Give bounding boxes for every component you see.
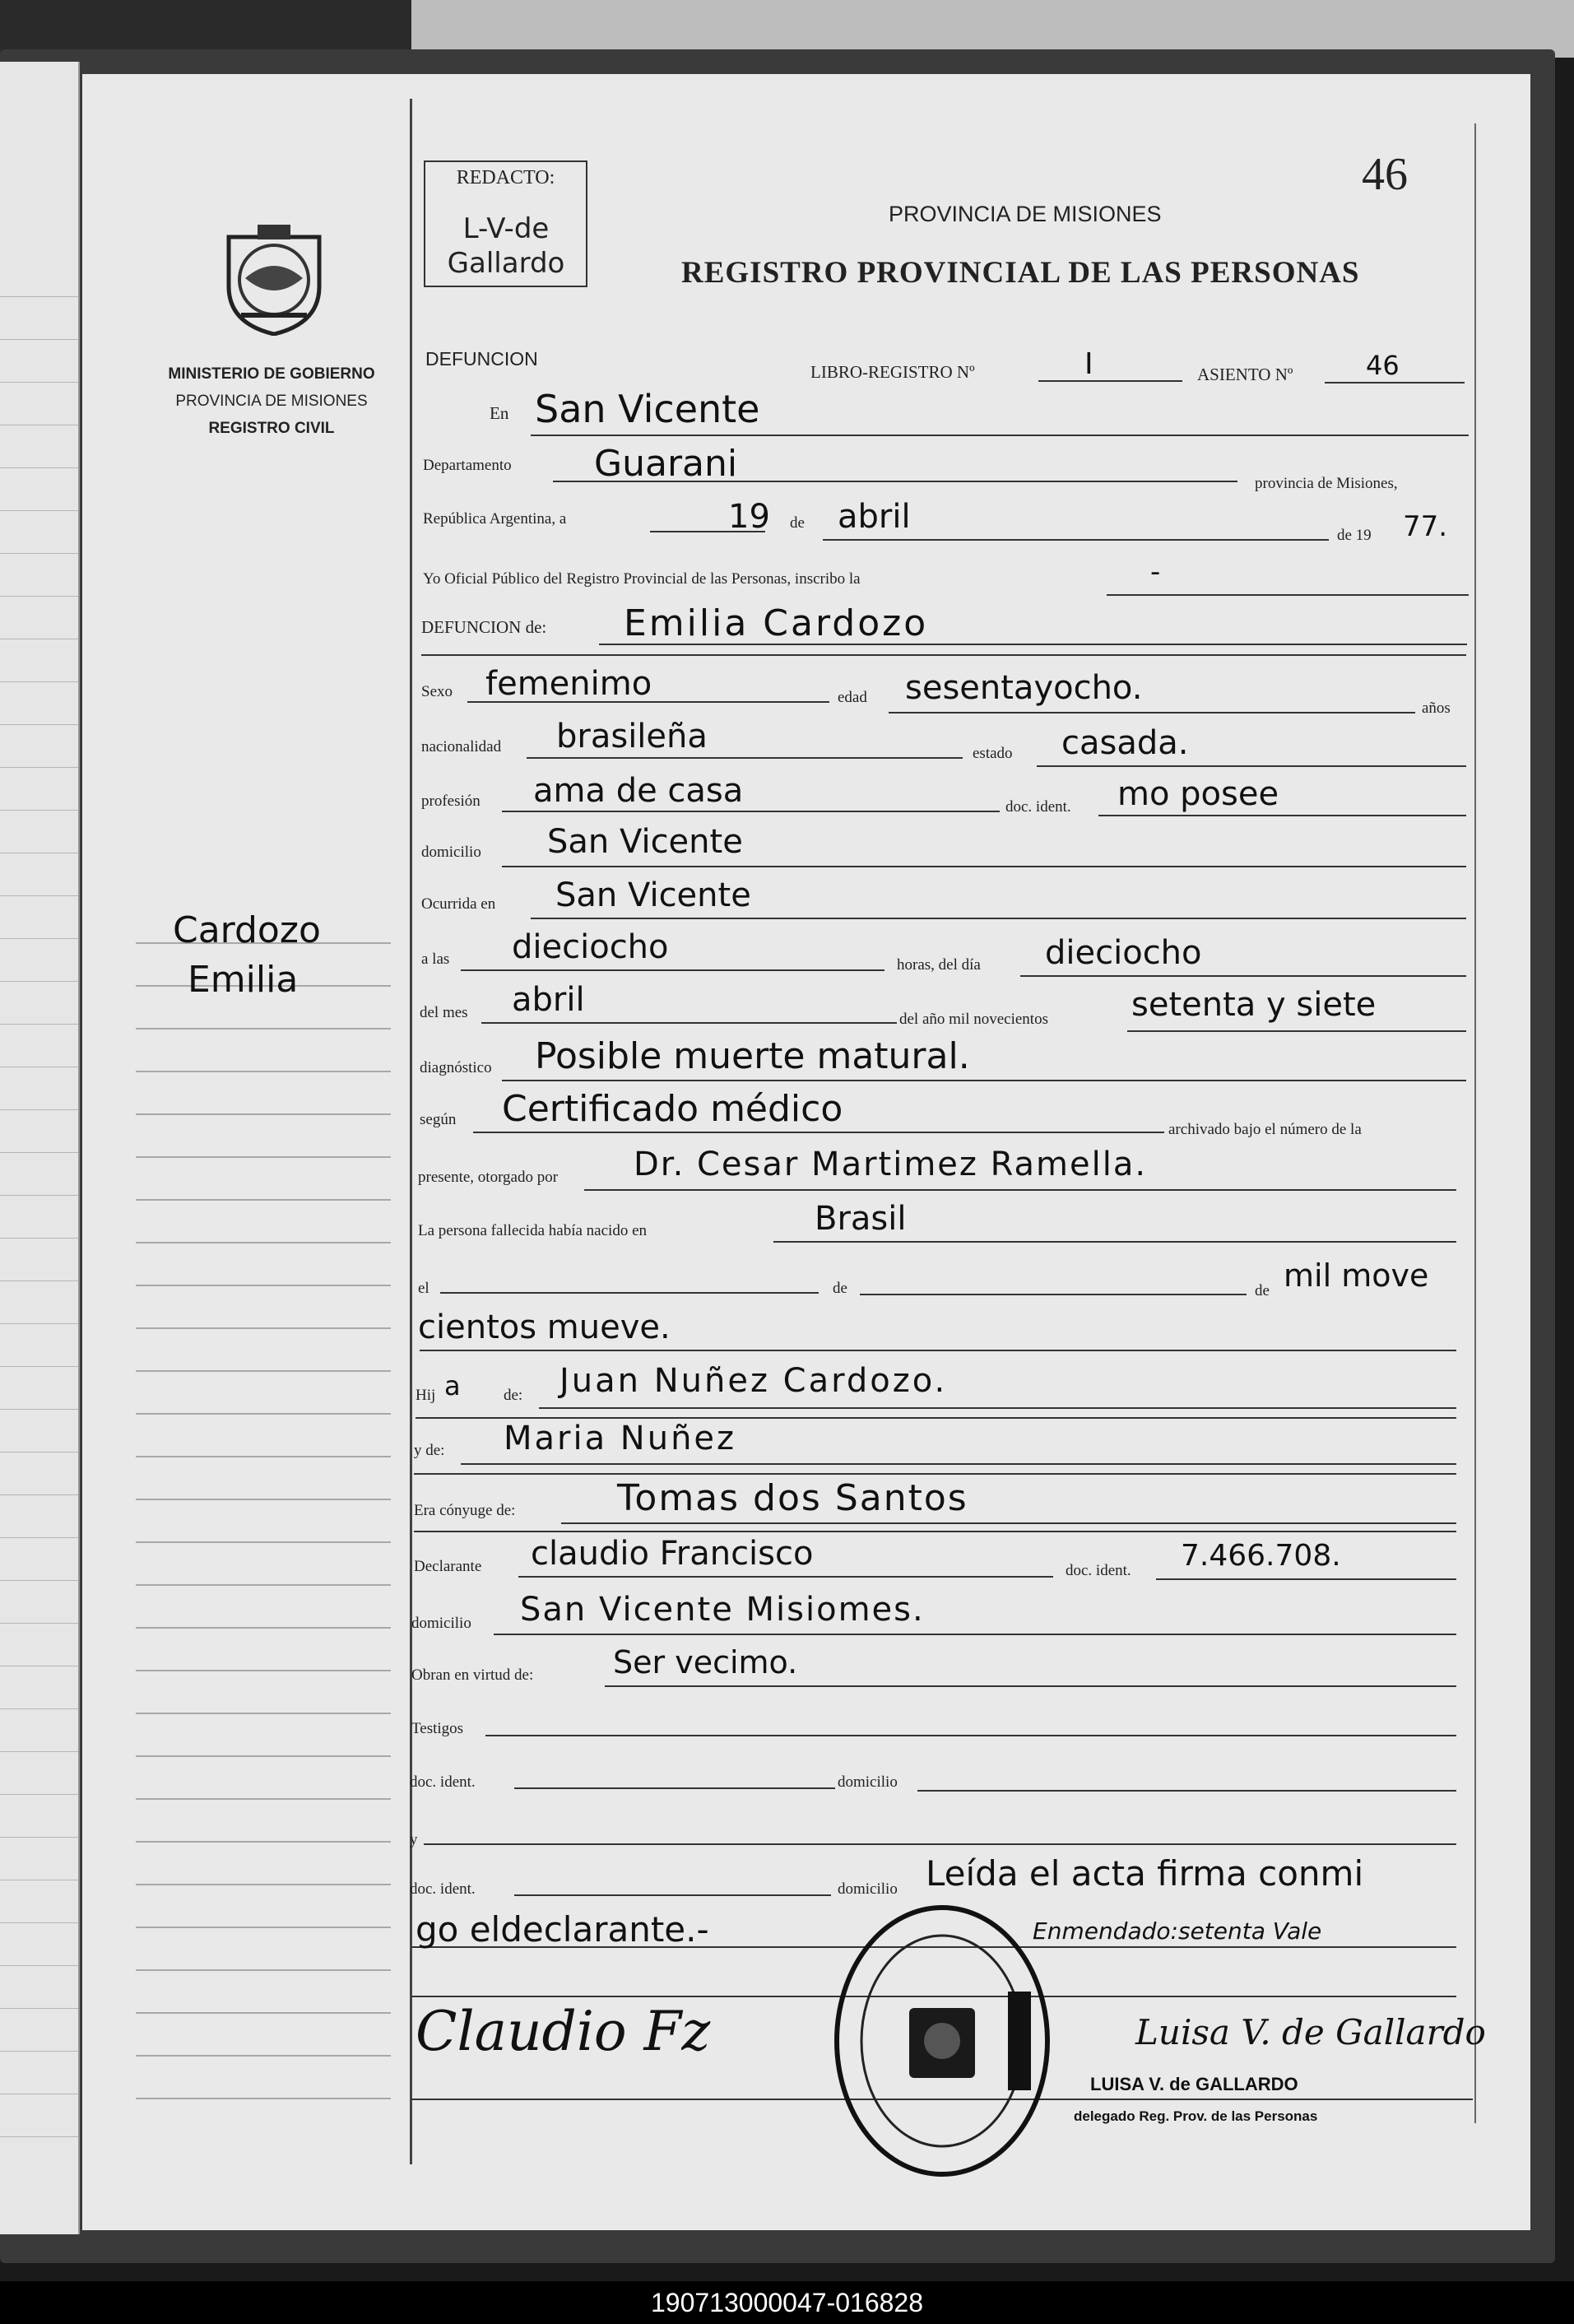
entry-label: ASIENTO Nº bbox=[1197, 365, 1293, 384]
province-heading: PROVINCIA DE MISIONES bbox=[889, 202, 1162, 226]
age-label: edad bbox=[838, 689, 867, 706]
left-page-rule bbox=[0, 724, 78, 725]
age-value: sesentayocho. bbox=[905, 669, 1143, 707]
status-label: estado bbox=[973, 745, 1013, 762]
left-page-rule bbox=[0, 596, 78, 597]
declarant-name: claudio Francisco bbox=[531, 1535, 814, 1573]
birth-day-line bbox=[440, 1292, 819, 1294]
day-value: 19 bbox=[728, 498, 770, 536]
margin-rule bbox=[136, 1327, 391, 1329]
place-line bbox=[531, 435, 1469, 436]
margin-rule bbox=[136, 1156, 391, 1158]
nationality-value: brasileña bbox=[556, 718, 708, 755]
left-page-rule bbox=[0, 767, 78, 768]
at-label: a las bbox=[421, 951, 450, 968]
page-number: 46 bbox=[1362, 149, 1408, 200]
month-of-line bbox=[481, 1022, 897, 1024]
hour-value: dieciocho bbox=[512, 928, 669, 966]
diagnosis-value: Posible muerte matural. bbox=[535, 1035, 970, 1077]
born-value: Brasil bbox=[815, 1200, 907, 1238]
capacity-line bbox=[605, 1685, 1456, 1687]
margin-rule bbox=[136, 1028, 391, 1030]
declarant-line bbox=[518, 1576, 1053, 1578]
ministry-line-1: MINISTERIO DE GOBIERNO bbox=[168, 365, 375, 383]
left-page-rule bbox=[0, 2008, 78, 2009]
present-value: Dr. Cesar Martimez Ramella. bbox=[634, 1146, 1148, 1183]
id-line bbox=[1098, 815, 1466, 816]
margin-rule bbox=[136, 1113, 391, 1115]
left-page-rule bbox=[0, 1494, 78, 1495]
dept-value: Guarani bbox=[594, 443, 738, 485]
margin-surname: Cardozo bbox=[173, 909, 321, 951]
left-page-rule bbox=[0, 1409, 78, 1410]
redacto-name-2: Gallardo bbox=[447, 247, 565, 280]
sex-value: femenimo bbox=[485, 665, 652, 703]
mother-line bbox=[461, 1463, 1456, 1465]
margin-rule bbox=[136, 1584, 391, 1586]
entry-line bbox=[1325, 382, 1465, 383]
left-page-rule bbox=[0, 681, 78, 682]
witness-id-line bbox=[514, 1787, 835, 1789]
birth-year-line bbox=[420, 1350, 1456, 1351]
left-page-rule bbox=[0, 510, 78, 511]
nationality-line bbox=[527, 757, 963, 759]
left-page-rule bbox=[0, 810, 78, 811]
margin-line bbox=[410, 99, 412, 2164]
nationality-label: nacionalidad bbox=[421, 738, 502, 755]
dept-label: Departamento bbox=[423, 457, 512, 474]
left-page-rule bbox=[0, 2136, 78, 2137]
margin-rule bbox=[136, 1242, 391, 1243]
birth-year-2: cientos mueve. bbox=[418, 1308, 671, 1346]
left-page-rule bbox=[0, 1623, 78, 1624]
left-page-rule bbox=[0, 895, 78, 896]
status-line bbox=[1037, 765, 1466, 767]
entry-value: 46 bbox=[1366, 350, 1400, 381]
left-page-rule bbox=[0, 1794, 78, 1795]
left-page-rule bbox=[0, 339, 78, 340]
margin-rule bbox=[136, 1199, 391, 1201]
closing-line-1: Leída el acta firma conmi bbox=[926, 1853, 1364, 1894]
left-page-rule bbox=[0, 1965, 78, 1966]
profession-label: profesión bbox=[421, 792, 481, 810]
margin-rule bbox=[136, 2055, 391, 2057]
officer-signature: Luisa V. de Gallardo bbox=[1135, 2012, 1486, 2052]
witness-dom-line bbox=[917, 1790, 1456, 1792]
redacto-name bbox=[432, 211, 580, 281]
id-value: mo posee bbox=[1117, 775, 1279, 813]
record-type-label: DEFUNCION bbox=[425, 348, 538, 370]
left-page-rule bbox=[0, 1195, 78, 1196]
present-line bbox=[584, 1189, 1456, 1191]
id-label: doc. ident. bbox=[1005, 798, 1071, 816]
left-page-rule bbox=[0, 553, 78, 554]
left-page-rule bbox=[0, 1922, 78, 1923]
margin-rule bbox=[136, 1370, 391, 1372]
margin-rule bbox=[136, 1499, 391, 1500]
right-border-line bbox=[1474, 123, 1476, 2123]
margin-rule bbox=[136, 1798, 391, 1800]
day-of-value: dieciocho bbox=[1045, 934, 1202, 972]
month-value: abril bbox=[838, 498, 911, 536]
year-prefix: de 19 bbox=[1337, 527, 1372, 544]
officer-value: - bbox=[1150, 555, 1161, 588]
left-page-rule bbox=[0, 1238, 78, 1239]
witness2-id-line bbox=[514, 1894, 831, 1896]
and-label: y de: bbox=[414, 1442, 445, 1459]
registry-heading: REGISTRO PROVINCIAL DE LAS PERSONAS bbox=[681, 256, 1360, 290]
official-stamp-icon bbox=[823, 1893, 1061, 2189]
hour-line bbox=[461, 969, 885, 971]
diagnosis-line bbox=[502, 1080, 1466, 1081]
father-underline bbox=[416, 1417, 1456, 1419]
declarant-id-label: doc. ident. bbox=[1066, 1562, 1131, 1579]
father-name: Juan Nuñez Cardozo. bbox=[559, 1362, 948, 1400]
margin-rule bbox=[136, 1285, 391, 1286]
child-label: Hij bbox=[416, 1387, 436, 1404]
margin-rule bbox=[136, 1071, 391, 1072]
declarant-signature: Claudio Fz bbox=[416, 2000, 711, 2063]
province-suffix: provincia de Misiones, bbox=[1255, 475, 1398, 492]
margin-rule bbox=[136, 1884, 391, 1885]
year-suffix: 77. bbox=[1403, 510, 1448, 543]
left-page-rule bbox=[0, 1837, 78, 1838]
left-page-rule bbox=[0, 1366, 78, 1367]
witness2-id-label: doc. ident. bbox=[410, 1880, 476, 1898]
margin-rule bbox=[136, 1413, 391, 1415]
footer-bar bbox=[0, 2281, 1574, 2324]
according-line bbox=[473, 1132, 1164, 1133]
child-de: de: bbox=[504, 1387, 523, 1404]
domicile-line bbox=[502, 866, 1466, 867]
officer-line bbox=[1107, 594, 1469, 596]
officer-name: LUISA V. de GALLARDO bbox=[1090, 2074, 1298, 2094]
en-label: En bbox=[490, 403, 509, 423]
month-label: del mes bbox=[420, 1004, 468, 1021]
domicile-label: domicilio bbox=[421, 844, 481, 861]
year-label: del año mil novecientos bbox=[899, 1011, 1048, 1028]
margin-rule bbox=[136, 1456, 391, 1457]
left-page-rule bbox=[0, 1109, 78, 1110]
left-page-rule bbox=[0, 1537, 78, 1538]
declarant-label: Declarante bbox=[414, 1558, 482, 1575]
left-page-rule bbox=[0, 296, 78, 297]
left-page-rule bbox=[0, 2051, 78, 2052]
profession-line bbox=[502, 811, 1000, 812]
left-page-rule bbox=[0, 1024, 78, 1025]
age-line bbox=[889, 712, 1415, 713]
spouse-label: Era cónyuge de: bbox=[414, 1502, 516, 1519]
amendment-note: Enmendado:setenta Vale bbox=[1033, 1917, 1322, 1945]
redacto-name-1: L-V-de bbox=[462, 212, 550, 245]
declarant-id: 7.466.708. bbox=[1181, 1539, 1341, 1573]
margin-rule bbox=[136, 1841, 391, 1843]
year-value: setenta y siete bbox=[1131, 986, 1377, 1024]
archived-label: archivado bajo el número de la bbox=[1168, 1121, 1362, 1138]
witness2-line bbox=[424, 1843, 1456, 1845]
present-label: presente, otorgado por bbox=[418, 1169, 559, 1186]
declarant-dom-line bbox=[494, 1634, 1456, 1635]
status-value: casada. bbox=[1061, 724, 1189, 762]
left-page-rule bbox=[0, 1708, 78, 1709]
coat-of-arms-icon bbox=[221, 221, 327, 336]
margin-given-name: Emilia bbox=[188, 959, 299, 1001]
witnesses-line bbox=[485, 1735, 1456, 1736]
profession-value: ama de casa bbox=[533, 772, 744, 810]
mother-underline bbox=[414, 1473, 1456, 1475]
witness2-dom-label: domicilio bbox=[838, 1880, 898, 1898]
years-label: años bbox=[1422, 700, 1451, 717]
left-page-rule bbox=[0, 467, 78, 468]
officer-role: delegado Reg. Prov. de las Personas bbox=[1074, 2108, 1318, 2124]
redacto-box bbox=[424, 160, 587, 287]
left-page-rule bbox=[0, 1580, 78, 1581]
place-value: San Vicente bbox=[535, 387, 760, 431]
diagnosis-label: diagnóstico bbox=[420, 1059, 492, 1076]
spouse-line bbox=[561, 1522, 1456, 1524]
birth-month-line bbox=[860, 1294, 1247, 1295]
year-line bbox=[1127, 1030, 1466, 1032]
witness-id-label: doc. ident. bbox=[410, 1773, 476, 1791]
death-of-label: DEFUNCION de: bbox=[421, 617, 547, 637]
left-page-rule bbox=[0, 1323, 78, 1324]
day-of-line bbox=[1020, 975, 1466, 977]
born-line bbox=[773, 1241, 1456, 1243]
margin-rule bbox=[136, 1713, 391, 1714]
occurred-value: San Vicente bbox=[555, 876, 751, 914]
republic-label: República Argentina, a bbox=[423, 510, 567, 528]
de-label: de bbox=[790, 514, 805, 532]
ministry-line-2: PROVINCIA DE MISIONES bbox=[175, 393, 368, 410]
birth-year-1: mil move bbox=[1284, 1257, 1429, 1294]
domicile-value: San Vicente bbox=[547, 823, 743, 861]
y-label: y bbox=[410, 1831, 418, 1848]
declarant-dom-label: domicilio bbox=[411, 1615, 471, 1632]
el-label: el bbox=[418, 1280, 429, 1297]
ministry-line-3: REGISTRO CIVIL bbox=[208, 420, 335, 437]
ministry-block bbox=[140, 360, 403, 442]
father-line bbox=[539, 1407, 1456, 1409]
book-label: LIBRO-REGISTRO Nº bbox=[810, 362, 975, 382]
month-of-value: abril bbox=[512, 981, 585, 1019]
margin-rule bbox=[136, 1755, 391, 1757]
declarant-id-line bbox=[1156, 1578, 1456, 1580]
deceased-underline bbox=[421, 654, 1466, 656]
de2-label: de bbox=[833, 1280, 847, 1297]
margin-rule bbox=[136, 2012, 391, 2014]
margin-rule bbox=[136, 1927, 391, 1928]
mother-name: Maria Nuñez bbox=[504, 1420, 737, 1457]
de3-label: de bbox=[1255, 1282, 1270, 1299]
born-label: La persona fallecida había nacido en bbox=[418, 1222, 647, 1239]
occurred-label: Ocurrida en bbox=[421, 895, 496, 913]
margin-rule bbox=[136, 1541, 391, 1543]
left-page-rule bbox=[0, 1152, 78, 1153]
margin-rule bbox=[136, 2098, 391, 2099]
according-label: según bbox=[420, 1111, 457, 1128]
hours-label: horas, del día bbox=[897, 956, 981, 974]
occurred-line bbox=[531, 918, 1466, 919]
left-page-rule bbox=[0, 981, 78, 982]
margin-rule bbox=[136, 1627, 391, 1629]
closing-line-2: go eldeclarante.- bbox=[416, 1909, 709, 1950]
deceased-name: Emilia Cardozo bbox=[624, 602, 929, 644]
redacto-label: REDACTO: bbox=[456, 167, 555, 188]
child-suffix: a bbox=[444, 1370, 461, 1401]
footer-code: 190713000047-016828 bbox=[651, 2288, 923, 2317]
month-line bbox=[823, 539, 1329, 541]
spouse-name: Tomas dos Santos bbox=[617, 1477, 968, 1519]
left-page-edge bbox=[0, 62, 80, 2234]
according-value: Certificado médico bbox=[502, 1088, 843, 1130]
declarant-dom: San Vicente Misiomes. bbox=[520, 1591, 925, 1629]
margin-rule bbox=[136, 1969, 391, 1971]
capacity-label: Obran en virtud de: bbox=[411, 1666, 534, 1684]
officer-text: Yo Oficial Público del Registro Provincial de las Personas, inscribo la bbox=[423, 570, 861, 588]
witnesses-label: Testigos bbox=[411, 1720, 464, 1737]
book-line bbox=[1038, 380, 1182, 382]
book-value: I bbox=[1084, 347, 1093, 381]
margin-rule bbox=[136, 1670, 391, 1671]
witness-dom-label: domicilio bbox=[838, 1773, 898, 1791]
left-page-rule bbox=[0, 1751, 78, 1752]
left-page-rule bbox=[0, 382, 78, 383]
sex-label: Sexo bbox=[421, 683, 453, 700]
left-page-rule bbox=[0, 938, 78, 939]
capacity-value: Ser vecimo. bbox=[613, 1644, 798, 1680]
spouse-underline bbox=[414, 1531, 1456, 1532]
